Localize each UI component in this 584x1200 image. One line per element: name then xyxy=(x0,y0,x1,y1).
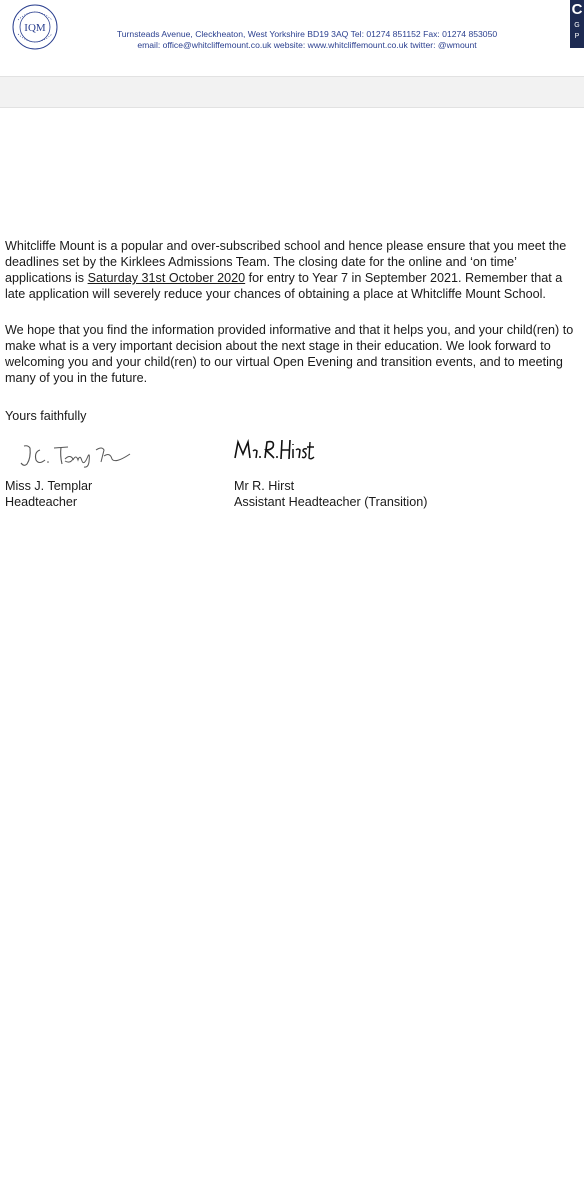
letterhead-footer xyxy=(0,0,584,76)
admissions-paragraph xyxy=(5,238,581,302)
corner-letter: P xyxy=(574,33,580,40)
signatory-assistant-headteacher xyxy=(234,478,427,510)
corner-badge xyxy=(570,0,584,48)
page-break xyxy=(0,76,584,108)
assistant-headteacher-signature xyxy=(232,432,316,468)
welcome-paragraph: We hope that you find the information provided informative and that it helps you, and your child(ren) to make what is a very important decision about the next stage in their education. We look forward to welcoming you and your child(ren) to our virtual Open Evening and transition events, and to meeting many of you in the future. xyxy=(5,323,574,385)
closing-date: Saturday 31st October 2020 xyxy=(87,271,246,285)
signatory-name: Miss J. Templar xyxy=(5,479,93,493)
school-address-line: Turnsteads Avenue, Cleckheaton, West Yorkshire BD19 3AQ Tel: 01274 851152 Fax: 01274 853050 xyxy=(116,29,498,39)
closing-salutation: Yours faithfully xyxy=(5,409,87,423)
headteacher-signature xyxy=(18,440,136,470)
school-contact-line: email: office@whitcliffemount.co.uk website: www.whitcliffemount.co.uk twitter: @wmount xyxy=(137,40,477,50)
corner-letter: C xyxy=(571,1,583,18)
svg-text:IQM: IQM xyxy=(24,22,46,34)
signatory-role: Assistant Headteacher (Transition) xyxy=(234,495,428,509)
corner-letter: G xyxy=(574,22,580,29)
paragraph-text: for entry to Year 7 in September 2021. Remember that a late application will severely reduce your chances of obtaining a place at Whitcliffe Mount School. xyxy=(5,271,563,301)
signatory-role: Headteacher xyxy=(5,495,78,509)
paragraph-text: Whitcliffe Mount is a popular and over-subscribed school and hence please ensure that you meet the deadlines set by the Kirklees Admissions Team. The closing date for the online and ‘on time’ applications is xyxy=(5,239,567,285)
signatory-headteacher xyxy=(5,478,92,510)
signatory-name: Mr R. Hirst xyxy=(234,479,295,493)
